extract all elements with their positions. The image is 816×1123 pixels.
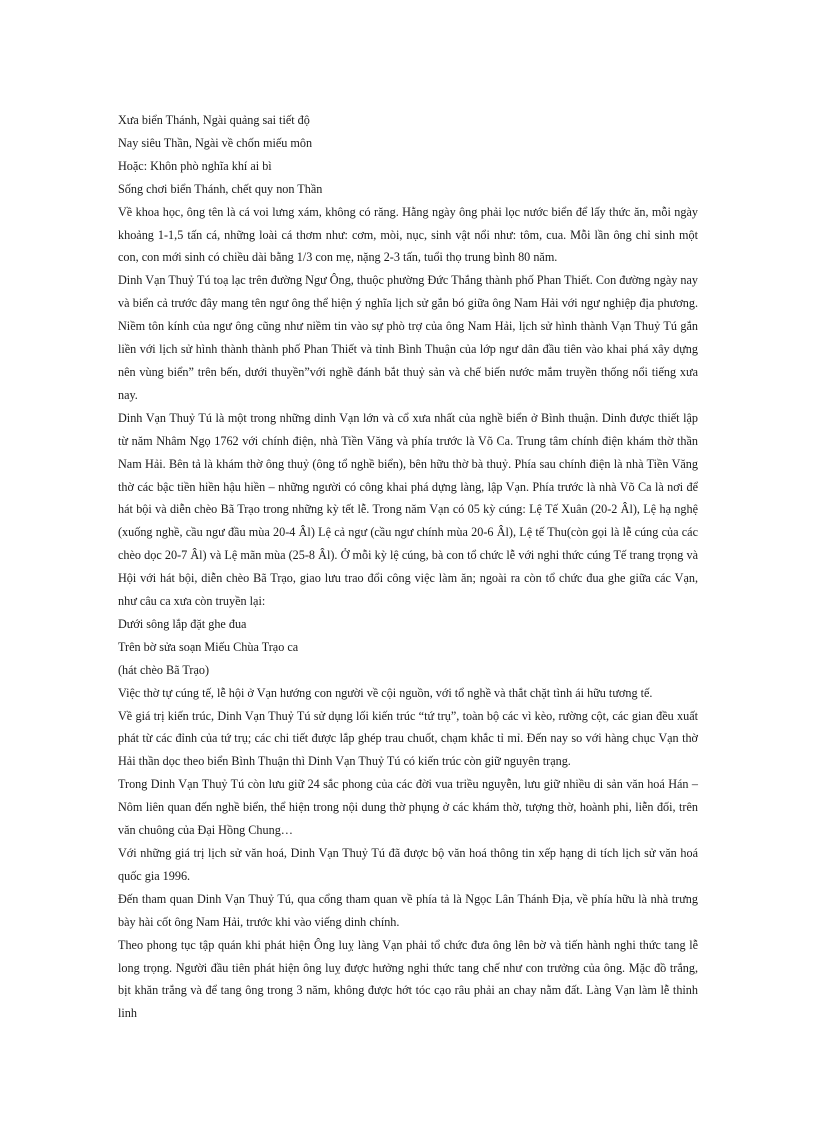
verse-line: Hoặc: Khôn phò nghĩa khí ai bì	[118, 158, 272, 173]
verse-line: Sống chơi biển Thánh, chết quy non Thần	[118, 181, 323, 196]
paragraph: Việc thờ tự cúng tế, lễ hội ở Vạn hướng con người về cội nguồn, với tổ nghề và thắt chặt tình ái hữu tương tế.	[118, 685, 653, 700]
document-body	[118, 109, 698, 1025]
paragraph: Dinh Vạn Thuỷ Tú là một trong những dinh Vạn lớn và cổ xưa nhất của nghề biển ở Bình thuận. Dinh được thiết lập từ năm Nhâm Ngọ 1762 với chính điện, nhà Tiền Văng và phía trước là Võ Ca. Trung tâm chính điện khám thờ thần Nam Hải. Bên tả là khám thờ ông thuỷ (ông tổ nghề biển), bên hữu thờ bà thuỷ. Phía sau chính điện là nhà Tiền Văng thờ các bậc tiền hiền hậu hiền – những người có công khai phá dựng làng, lập Vạn. Phía trước là nhà Võ Ca là nơi để hát bội và diễn chèo Bã Trạo trong những kỳ tết lễ. Trong năm Vạn có 05 kỳ cúng: Lệ Tế Xuân (20-2 Âl), Lệ hạ nghệ (xuống nghề, cầu ngư đầu mùa 20-4 Âl) Lệ cả ngư (cầu ngư chính mùa 20-6 Âl), Lệ tế Thu(còn gọi là lễ cúng của các chèo dọc 20-7 Âl) và Lệ mãn mùa (25-8 Âl). Ở mỗi kỳ lệ cúng, bà con tổ chức lễ với nghi thức cúng Tế trang trọng và Hội với hát bội, diễn chèo Bã Trạo, giao lưu trao đổi công việc làm ăn; ngoài ra còn tổ chức đua ghe giữa các Vạn, như câu ca xưa còn truyền lại:	[118, 410, 698, 609]
paragraph: Về giá trị kiến trúc, Dinh Vạn Thuỷ Tú sử dụng lối kiến trúc “tứ trụ”, toàn bộ các vì kèo, rường cột, các gian đều xuất phát từ các đỉnh của tứ trụ; các chi tiết được lắp ghép trau chuốt, chạm khắc tỉ mỉ. Đến nay so với hàng chục Vạn thờ Hải thần dọc theo biển Bình Thuận thì Dinh Vạn Thuỷ Tú có kiến trúc còn giữ nguyên trạng.	[118, 708, 698, 769]
verse-line: Xưa biển Thánh, Ngài quảng sai tiết độ	[118, 113, 310, 127]
paragraph: Dinh Vạn Thuỷ Tú toạ lạc trên đường Ngư Ông, thuộc phường Đức Thắng thành phố Phan Thiết. Con đường ngày nay và biển cả trước đây mang tên ngư ông thể hiện ý nghĩa lịch sử gắn bó giữa ông Nam Hải với ngư nghiệp địa phương. Niềm tôn kính của ngư ông cũng như niềm tin vào sự phò trợ của ông Nam Hải, lịch sử hình thành Vạn Thuỷ Tú gắn liền với lịch sử hình thành thành phố Phan Thiết và tỉnh Bình Thuận của lớp ngư dân đầu tiên vào khai phá xây dựng nên vùng biển” trên bến, dưới thuyền”với nghề đánh bắt thuỷ sản và chế biến nước mắm truyền thống nổi tiếng xưa nay.	[118, 273, 698, 402]
paragraph: Trong Dinh Vạn Thuỷ Tú còn lưu giữ 24 sắc phong của các đời vua triều nguyễn, lưu giữ nhiều di sản văn hoá Hán – Nôm liên quan đến nghề biển, thể hiện trong nội dung thờ phụng ở các khám thờ, tượng thờ, hoành phi, liễn đối, trên văn chuông của Đại Hồng Chung…	[118, 777, 698, 838]
verse-line: Dưới sông lắp đặt ghe đua	[118, 616, 247, 631]
paragraph: Theo phong tục tập quán khi phát hiện Ông luỵ làng Vạn phải tổ chức đưa ông lên bờ và tiến hành nghi thức tang lễ long trọng. Người đầu tiên phát hiện ông luỵ được hưởng nghi thức tang chế như con trưởng của ông. Mặc đồ trắng, bịt khăn trắng và để tang ông trong 3 năm, không được hớt tóc cạo râu phải an chay nằm đất. Làng Vạn làm lễ thỉnh linh	[118, 937, 698, 1021]
paragraph: Đến tham quan Dinh Vạn Thuỷ Tú, qua cổng tham quan về phía tả là Ngọc Lân Thánh Địa, về phía hữu là nhà trưng bày hài cốt ông Nam Hải, trước khi vào viếng dinh chính.	[118, 891, 698, 929]
verse-line: Trên bờ sửa soạn Miếu Chùa Trạo ca	[118, 639, 299, 654]
verse-line: Nay siêu Thần, Ngài về chốn miếu môn	[118, 135, 313, 150]
paragraph: Về khoa học, ông tên là cá voi lưng xám, không có răng. Hằng ngày ông phải lọc nước biển để lấy thức ăn, mỗi ngày khoảng 1-1,5 tấn cá, những loài cá thơm như: cơm, mòi, nục, sinh vật nổi như: tôm, cua. Mỗi lần ông chỉ sinh một con, con mới sinh có chiều dài bằng 1/3 con mẹ, nặng 2-3 tấn, tuổi thọ trung bình 80 năm.	[118, 204, 698, 265]
verse-line: (hát chèo Bã Trạo)	[118, 662, 210, 677]
paragraph: Với những giá trị lịch sử văn hoá, Dinh Vạn Thuỷ Tú đã được bộ văn hoá thông tin xếp hạng di tích lịch sử văn hoá quốc gia 1996.	[118, 846, 698, 883]
